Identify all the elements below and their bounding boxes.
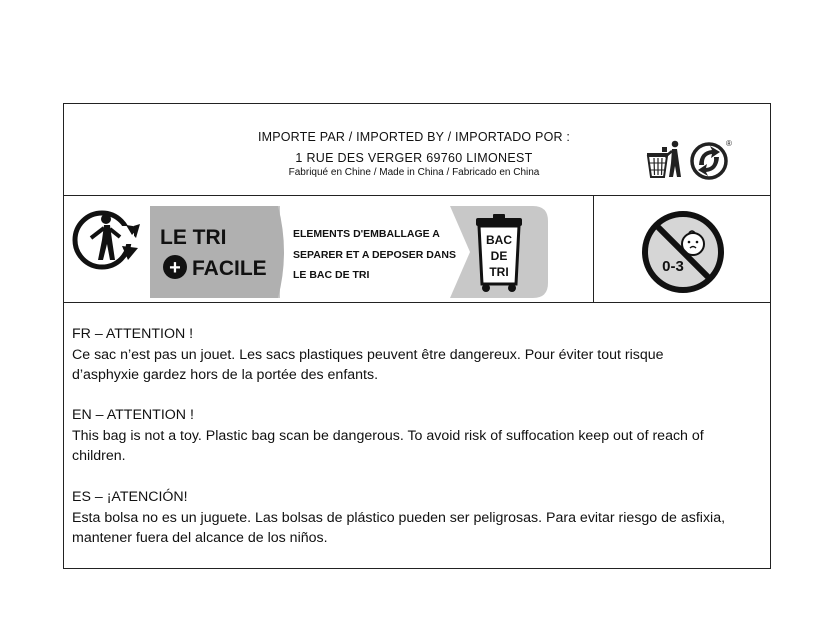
- warning-en: [72, 405, 772, 467]
- warning-es-line-2: mantener fuera del alcance de los niños.: [72, 530, 328, 546]
- tri-instruction-3: LE BAC DE TRI: [293, 269, 370, 281]
- packaging-label: [63, 103, 771, 569]
- bin-label-1: BAC: [486, 233, 512, 247]
- tri-title-2: FACILE: [192, 257, 267, 280]
- age-label: 0-3: [662, 258, 684, 275]
- bin-label-3: TRI: [489, 265, 509, 279]
- warning-en-line-2: children.: [72, 448, 126, 464]
- bin-label-2: DE: [490, 249, 508, 263]
- registered-mark: ®: [726, 139, 732, 148]
- importer-address: 1 RUE DES VERGER 69760 LIMONEST: [295, 151, 533, 165]
- warning-fr: [72, 324, 772, 386]
- le-tri-facile-banner: [150, 206, 550, 298]
- section-divider: [593, 196, 594, 302]
- warning-es-heading: ES – ¡ATENCIÓN!: [72, 489, 188, 505]
- warnings-section: [64, 303, 770, 568]
- warning-en-heading: EN – ATTENTION !: [72, 407, 194, 423]
- made-in-china: Fabriqué en Chine / Made in China / Fabricado en China: [288, 167, 540, 178]
- warning-es: [72, 487, 772, 549]
- warning-es-line-1: Esta bolsa no es un juguete. Las bolsas de plástico pueden ser peligrosas. Para evitar riesgo de asfixia,: [72, 509, 726, 526]
- sorting-bin-icon: [476, 214, 522, 292]
- bin-person-icon: [647, 141, 681, 177]
- tri-title-1: LE TRI: [160, 226, 227, 249]
- warning-en-line-1: This bag is not a toy. Plastic bag scan be dangerous. To avoid risk of suffocation keep out of reach of: [72, 427, 704, 444]
- triman-icon: [68, 204, 144, 274]
- tri-instruction-1: ELEMENTS D'EMBALLAGE A: [293, 228, 440, 240]
- importer-heading: IMPORTE PAR / IMPORTED BY / IMPORTADO POR :: [257, 130, 571, 144]
- warning-fr-heading: FR – ATTENTION !: [72, 326, 194, 342]
- age-warning-icon: [638, 207, 728, 297]
- tri-instruction-2: SEPARER ET A DEPOSER DANS: [293, 249, 456, 261]
- recycling-icons: [644, 137, 734, 182]
- warning-fr-line-2: d’asphyxie gardez hors de la portée des enfants.: [72, 367, 379, 383]
- warning-fr-line-1: Ce sac n’est pas un jouet. Les sacs plastiques peuvent être dangereux. Pour éviter tout risque: [72, 346, 664, 363]
- tri-plus: +: [169, 257, 181, 279]
- green-dot-icon: [692, 144, 726, 178]
- sorting-section: [64, 196, 770, 303]
- importer-section: [64, 104, 770, 196]
